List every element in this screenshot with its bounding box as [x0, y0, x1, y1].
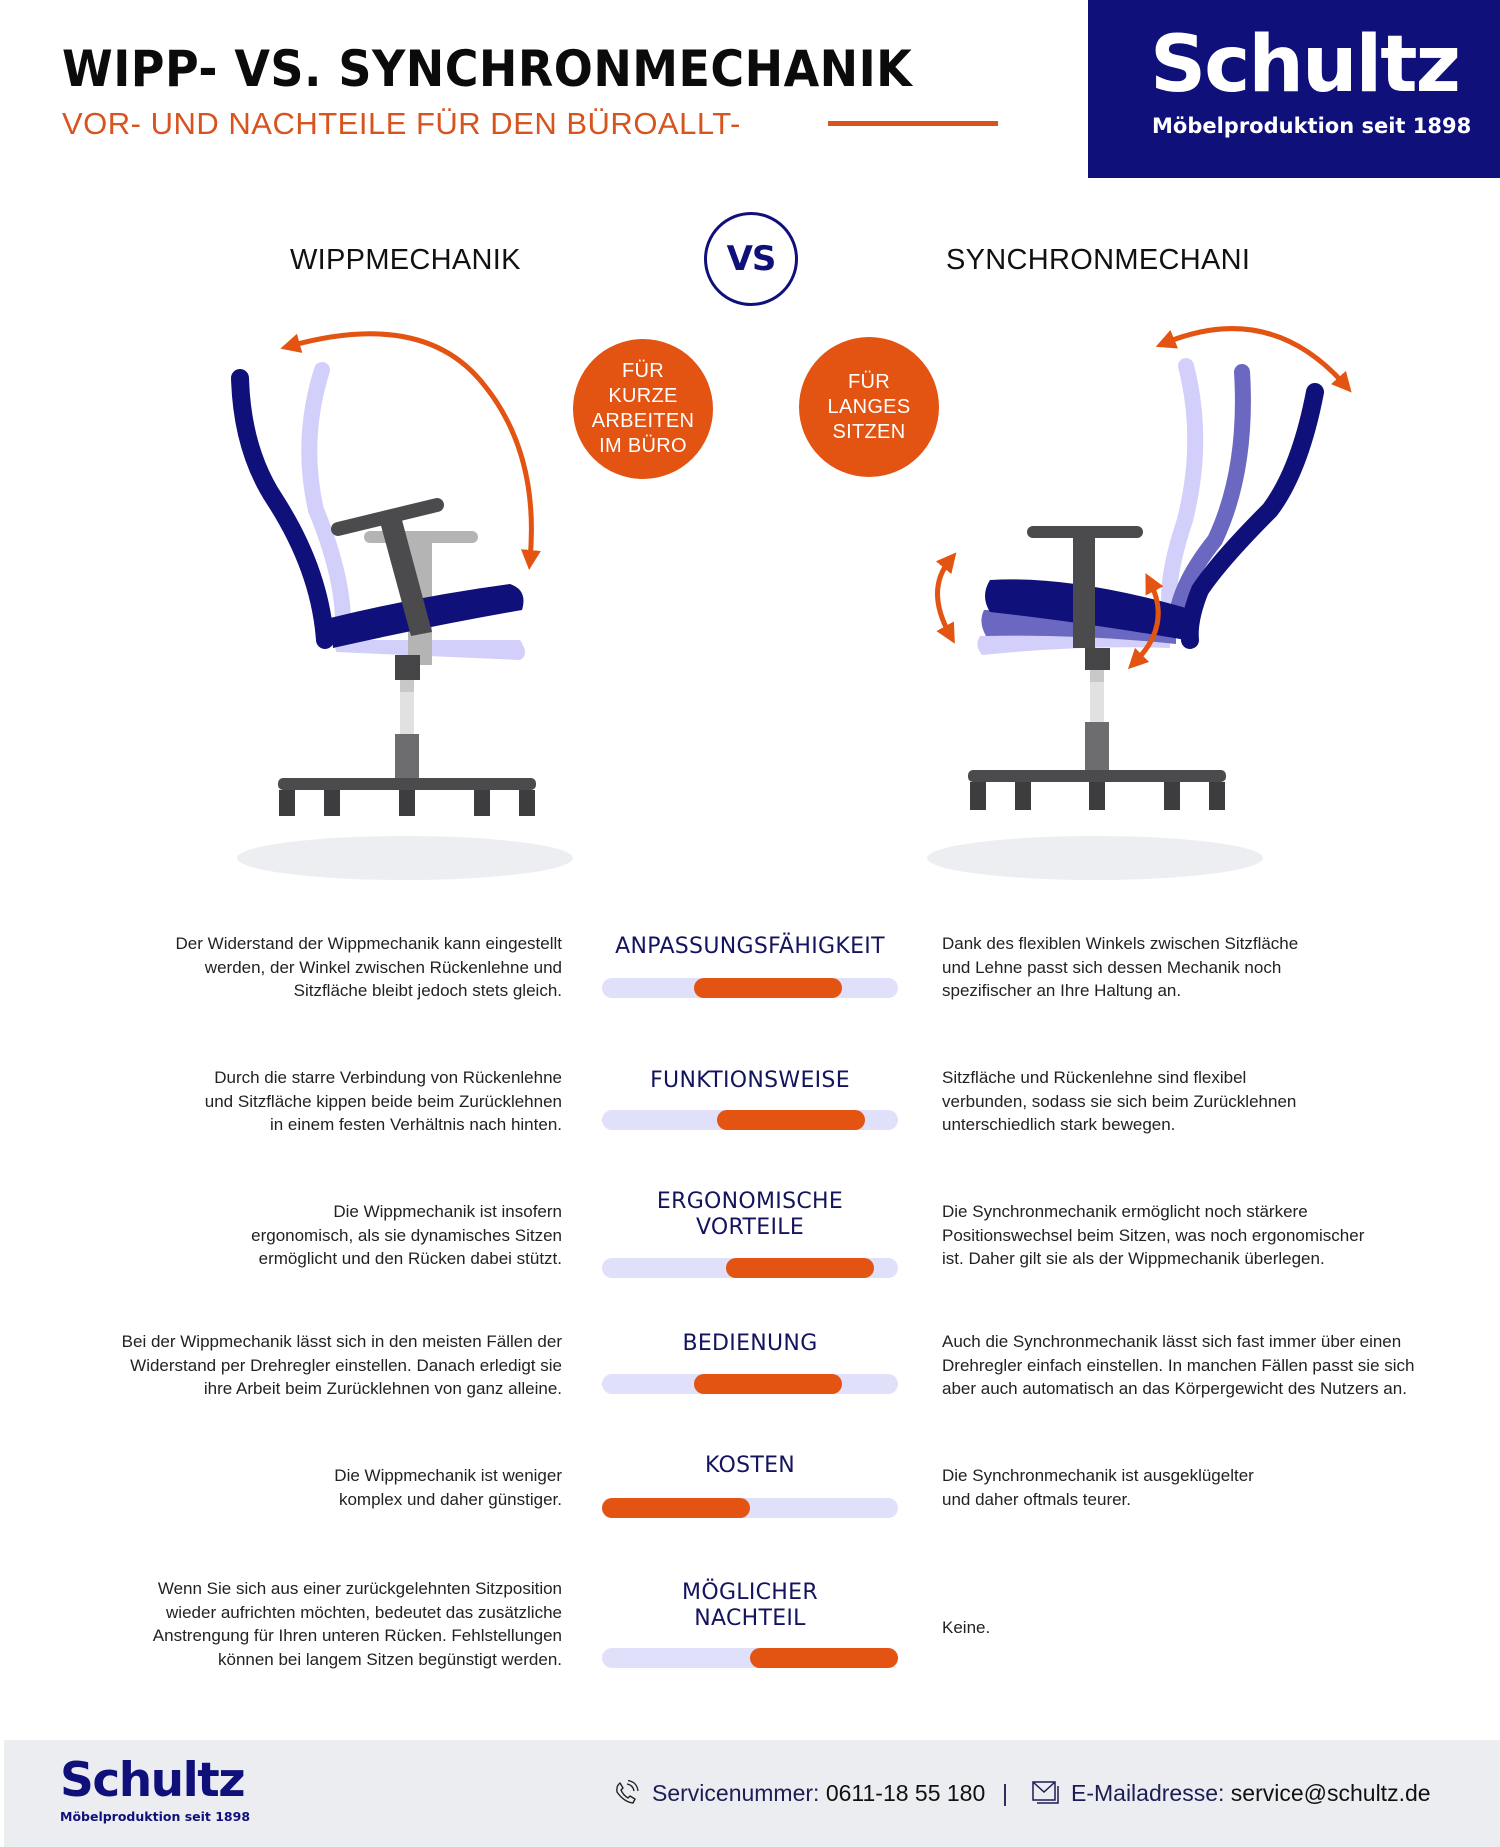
badge-line: FÜR: [621, 360, 664, 382]
row-right-text: Die Synchronmechanik ist ausgeklügelter und daher oftmals teurer.: [942, 1466, 1254, 1509]
rating-bar-fill: [750, 1648, 898, 1668]
brand-logo-tagline: Möbelproduktion seit 1898: [1152, 114, 1472, 138]
row-right-text: Auch die Synchronmechanik lässt sich fast immer über einen Drehregler einfach einstellen. In manchen Fällen passt sie sich aber auch automatisch an das Körpergewicht des Nutzers an.: [942, 1332, 1415, 1398]
rating-bar: [602, 1258, 898, 1278]
rating-bar: [602, 1498, 898, 1518]
badge-line: KURZE: [608, 385, 678, 407]
right-column-title: SYNCHRONMECHANI: [946, 244, 1251, 276]
synchro-chair-icon: [927, 329, 1345, 880]
row-label: FUNKTIONSWEISE: [650, 1068, 850, 1093]
rating-bar: [602, 1374, 898, 1394]
phone-icon: [612, 1779, 640, 1807]
row-right-text: Die Synchronmechanik ermöglicht noch stärkere Positionswechsel beim Sitzen, was noch ergonomischer ist. Daher gilt sie als der Wippmechanik überlegen.: [942, 1202, 1365, 1268]
rating-bar-fill: [726, 1258, 874, 1278]
rating-bar: [602, 1648, 898, 1668]
badge-line: ARBEITEN: [591, 410, 695, 432]
page-subtitle: VOR- UND NACHTEILE FÜR DEN BÜROALLT-: [62, 106, 741, 141]
badge-line: LANGES: [827, 395, 911, 418]
page-title: WIPP- VS. SYNCHRONMECHANIK: [62, 40, 913, 98]
row-label: ERGONOMISCHE VORTEILE: [656, 1189, 844, 1240]
rating-bar-fill: [694, 1374, 842, 1394]
row-left-text: Wenn Sie sich aus einer zurückgelehnten Sitzposition wieder aufrichten möchten, bedeutet das zusätzliche Anstrengung für Ihren unteren Rücken. Fehlstellungen können bei langem Sitzen begünstigt werden.: [152, 1579, 562, 1669]
service-phone[interactable]: [652, 1780, 985, 1806]
phone-label: Servicenummer:: [652, 1780, 820, 1806]
rating-bar: [602, 978, 898, 998]
rocking-chair-icon: [237, 334, 573, 880]
rating-bar-fill: [602, 1498, 750, 1518]
badge-line: IM BÜRO: [599, 435, 687, 457]
phone-number[interactable]: 0611-18 55 180: [825, 1780, 986, 1806]
rating-bar: [602, 1110, 898, 1130]
row-label: MÖGLICHER NACHTEIL: [682, 1580, 818, 1631]
row-label: KOSTEN: [704, 1453, 796, 1478]
row-right-text: Sitzfläche und Rückenlehne sind flexibel verbunden, sodass sie sich beim Zurücklehnen unterschiedlich stark bewegen.: [942, 1068, 1297, 1134]
row-left-text: Die Wippmechanik ist weniger komplex und daher günstiger.: [334, 1466, 562, 1509]
row-left-text: Der Widerstand der Wippmechanik kann eingestellt werden, der Winkel zwischen Rückenlehne und Sitzfläche bleibt jedoch stets gleich.: [175, 934, 562, 1000]
rating-bar-fill: [717, 1110, 865, 1130]
row-right-text: Dank des flexiblen Winkels zwischen Sitzfläche und Lehne passt sich dessen Mechanik noch spezifischer an Ihre Haltung an.: [942, 934, 1299, 1000]
footer-logo: Schultz: [60, 1753, 245, 1808]
row-left-text: Bei der Wippmechanik lässt sich in den meisten Fällen der Widerstand per Drehregler einstellen. Danach erledigt sie ihre Arbeit beim Zurücklehnen von ganz alleine.: [121, 1332, 562, 1398]
row-right-text: Keine.: [942, 1618, 991, 1637]
vs-text: VS: [726, 239, 776, 279]
row-label: BEDIENUNG: [682, 1331, 818, 1356]
brand-logo-name: Schultz: [1150, 20, 1459, 110]
row-left-text: Die Wippmechanik ist insofern ergonomisch, als sie dynamisches Sitzen ermöglicht und den Rücken dabei stützt.: [251, 1202, 562, 1268]
email-label: E-Mailadresse:: [1071, 1780, 1225, 1806]
contact-separator: |: [1002, 1780, 1008, 1806]
mail-icon: [1031, 1780, 1061, 1806]
badge-line: SITZEN: [832, 420, 906, 443]
rating-bar-fill: [694, 978, 842, 998]
row-left-text: Durch die starre Verbindung von Rückenlehne und Sitzfläche kippen beide beim Zurücklehnen in einem festen Verhältnis nach hinten.: [204, 1068, 562, 1134]
service-email[interactable]: [1071, 1780, 1431, 1806]
row-label: ANPASSUNGSFÄHIGKEIT: [615, 934, 885, 959]
chair-illustrations: [0, 0, 1500, 900]
badge-line: FÜR: [847, 370, 890, 393]
left-column-title: WIPPMECHANIK: [290, 244, 521, 276]
footer-logo-tagline: Möbelproduktion seit 1898: [60, 1809, 251, 1824]
email-address[interactable]: service@schultz.de: [1230, 1780, 1431, 1806]
